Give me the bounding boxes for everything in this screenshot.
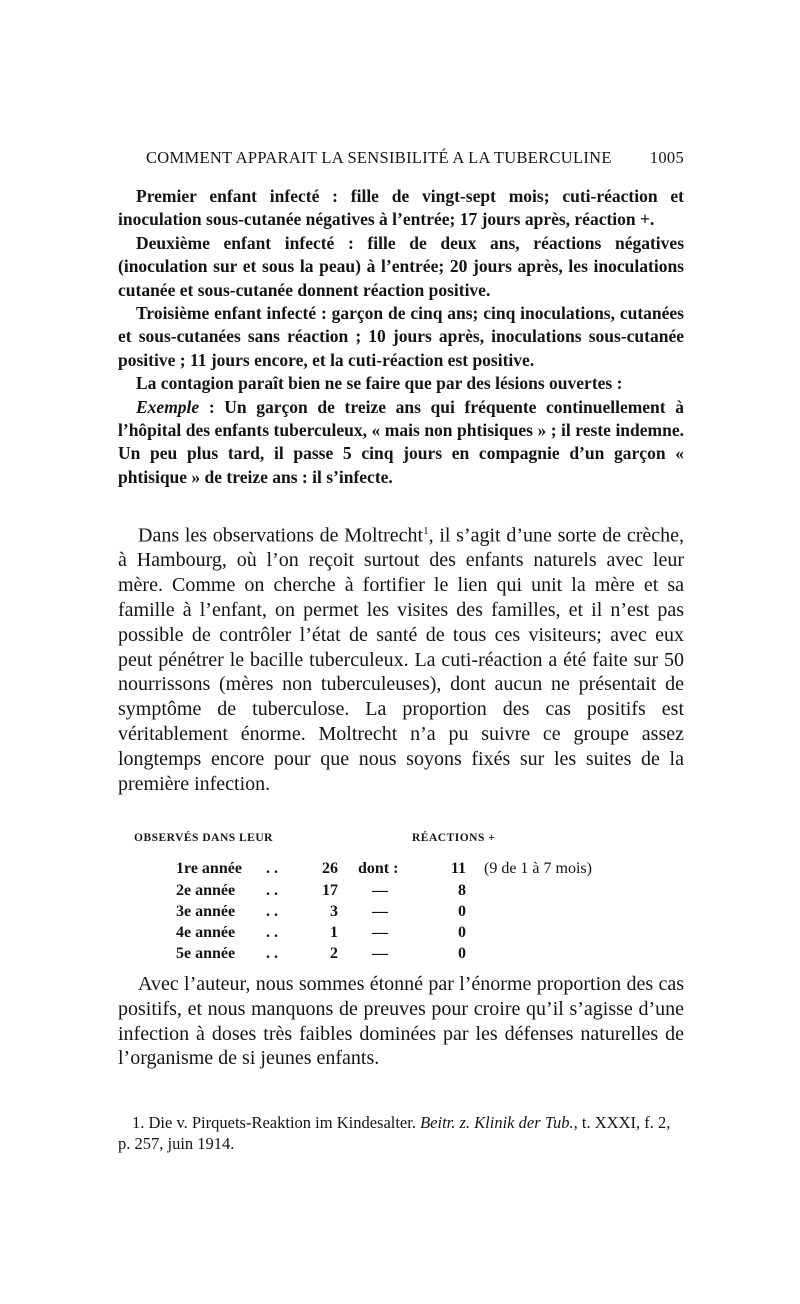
conclusion-text: Avec l’auteur, nous sommes étonné par l’énorme proportion des cas positifs, et nous manquons de preuves pour croire qu’il s’agisse d’une infection à doses très faibles dominées par les défenses naturelles de l’organisme de si jeunes enfants. bbox=[118, 973, 684, 1070]
table-header-observed: OBSERVÉS DANS LEUR bbox=[134, 832, 273, 844]
table-row bbox=[134, 882, 654, 902]
year-label: 3e année bbox=[176, 903, 236, 920]
footnote bbox=[118, 1112, 684, 1154]
separator: — bbox=[372, 903, 388, 920]
row-note: (9 de 1 à 7 mois) bbox=[484, 860, 592, 877]
positive-count: 11 bbox=[450, 860, 466, 877]
table-row bbox=[134, 945, 654, 965]
positive-count: 0 bbox=[458, 945, 466, 962]
separator: — bbox=[372, 945, 388, 962]
table-header-reactions: RÉACTIONS + bbox=[412, 832, 496, 844]
footnote-reference: 1 bbox=[423, 525, 429, 537]
positive-count: 0 bbox=[458, 903, 466, 920]
separator: — bbox=[372, 924, 388, 941]
case-reports bbox=[118, 185, 684, 489]
example-label: Exemple bbox=[136, 396, 200, 417]
case-paragraph: Deuxième enfant infecté : fille de deux ans, réactions négatives (inoculation sur et sous la peau) à l’entrée; 20 jours après, les inoculations cutanée et sous-cutanée donnent réaction positive. bbox=[118, 232, 684, 300]
positive-count: 8 bbox=[458, 882, 466, 899]
leader-dots: . . bbox=[266, 882, 278, 899]
example-text: : Un garçon de treize ans qui fréquente continuellement à l’hôpital des enfants tuberculeux, « mais non phtisiques » ; il reste indemne. Un peu plus tard, il passe 5 cinq jours en compagnie d’un garçon « phtisique » de treize ans : il s’infecte. bbox=[118, 396, 684, 487]
positive-count: 0 bbox=[458, 924, 466, 941]
footnote-text: Die v. Pirquets-Reaktion im Kindesalter. bbox=[144, 1113, 421, 1132]
case-paragraph: Troisième enfant infecté : garçon de cinq ans; cinq inoculations, cutanées et sous-cutanées sans réaction ; 10 jours après, inoculations sous-cutanée positive ; 11 jours encore, et la cuti-réaction est positive. bbox=[118, 303, 684, 370]
case-paragraph: Premier enfant infecté : fille de vingt-sept mois; cuti-réaction et inoculation sous-cutanée négatives à l’entrée; 17 jours après, réaction +. bbox=[118, 186, 684, 230]
observed-count: 26 bbox=[322, 860, 338, 877]
observed-count: 2 bbox=[330, 945, 338, 962]
main-text-after-note: , il s’agit d’une sorte de crèche, à Hambourg, où l’on reçoit surtout des enfants naturels avec leur mère. Comme on cherche à fortifier le lien qui unit la mère et sa famille à l’enfant, on permet les visites des familles, et il n’est pas possible de contrôler l’état de santé de tous ces visiteurs; avec eux peut pénétrer le bacille tuberculeux. La cuti-réaction a été faite sur 50 nourrissons (mères non tuberculeuses), dont aucun ne présentait de symptôme de tuberculose. La proportion des cas positifs est véritablement énorme. Moltrecht n’a pu suivre ce groupe assez longtemps encore pour que nous soyons fixés sur les suites de la première infection. bbox=[118, 524, 684, 795]
leader-dots: . . bbox=[266, 945, 278, 962]
observed-count: 3 bbox=[330, 903, 338, 920]
separator: dont : bbox=[358, 860, 399, 877]
page-number: 1005 bbox=[649, 148, 684, 167]
main-text-before-note: Dans les observations de Moltrecht bbox=[138, 524, 424, 547]
table-row bbox=[134, 924, 654, 944]
year-label: 5e année bbox=[176, 945, 236, 962]
table-row bbox=[134, 860, 654, 880]
footnote-journal: Beitr. z. Klinik der Tub. bbox=[420, 1113, 574, 1132]
case-paragraph: La contagion paraît bien ne se faire que par des lésions ouvertes : bbox=[136, 373, 623, 394]
footnote-number: 1. bbox=[132, 1113, 145, 1132]
example-paragraph bbox=[118, 396, 684, 490]
leader-dots: . . bbox=[266, 903, 278, 920]
footnote-ref: , t. XXXI, f. 2, p. 257, juin 1914. bbox=[118, 1113, 671, 1153]
main-paragraph bbox=[118, 519, 684, 796]
observed-count: 1 bbox=[330, 924, 338, 941]
separator: — bbox=[372, 882, 388, 899]
observed-count: 17 bbox=[322, 882, 338, 899]
header-title: COMMENT APPARAIT LA SENSIBILITÉ A LA TUBERCULINE bbox=[146, 148, 612, 167]
year-label: 2e année bbox=[176, 882, 236, 899]
leader-dots: . . bbox=[266, 924, 278, 941]
year-label: 4e année bbox=[176, 924, 236, 941]
conclusion-paragraph bbox=[118, 972, 684, 1071]
year-label: 1re année bbox=[176, 860, 242, 877]
table-row bbox=[134, 903, 654, 923]
leader-dots: . . bbox=[266, 860, 278, 877]
